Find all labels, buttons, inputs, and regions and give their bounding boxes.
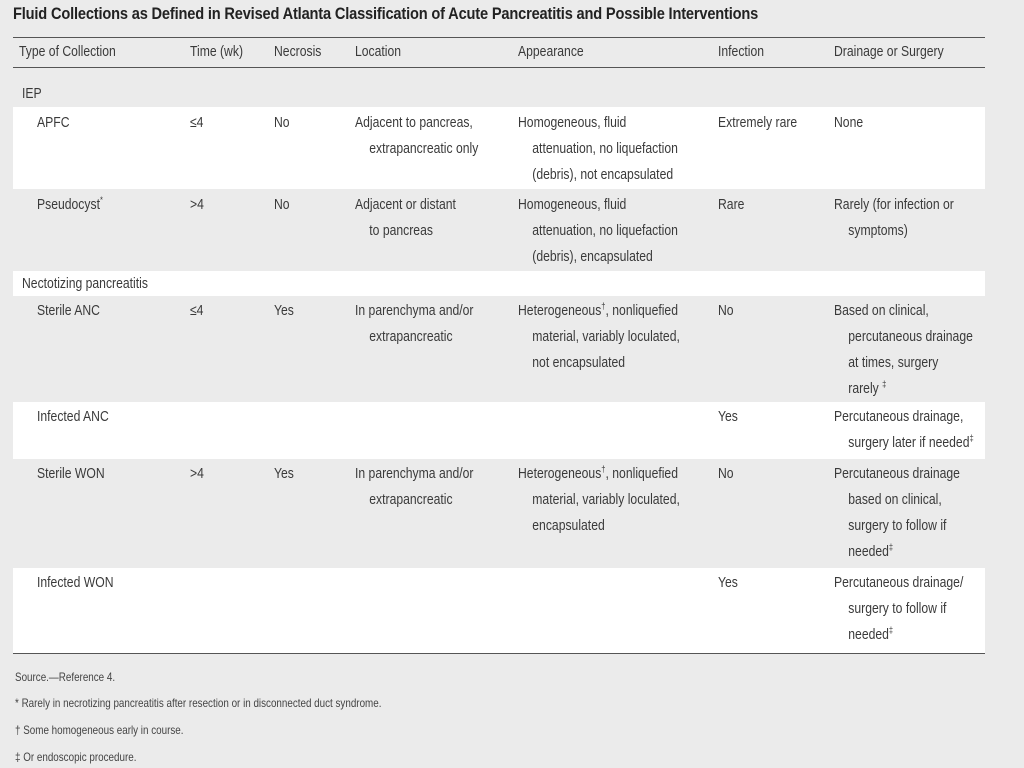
sterile-won-time: >4 [190, 466, 204, 482]
group-label-necrotizing: Nectotizing pancreatitis [22, 276, 148, 292]
rarely-text: rarely [848, 381, 879, 397]
sterile-anc-necrosis: Yes [274, 303, 294, 319]
header-necrosis: Necrosis [274, 44, 322, 60]
header-infection: Infection [718, 44, 765, 60]
surgery-later-text: surgery later if needed [848, 435, 970, 451]
infected-won-collection: Infected WON [37, 575, 114, 591]
group-band-iep [13, 68, 985, 107]
header-rule [13, 67, 985, 68]
header-collection: Type of Collection [19, 44, 116, 60]
apfc-location-line: extrapancreatic only [369, 141, 479, 157]
pseudocyst-infection: Rare [718, 197, 745, 213]
asterisk-mark: * [99, 195, 103, 205]
apfc-time: ≤4 [190, 115, 204, 131]
pseudocyst-appearance-line: attenuation, no liquefaction [532, 223, 678, 239]
sterile-anc-drainage-line [834, 376, 973, 402]
pseudocyst-appearance-line: (debris), encapsulated [532, 249, 653, 265]
pseudocyst-location [355, 192, 456, 244]
footnote-dagger: † Some homogeneous early in course. [15, 723, 184, 737]
sterile-won-appearance-line: encapsulated [532, 518, 605, 534]
table-title: Fluid Collections as Defined in Revised Atlanta Classification of Acute Pancreatitis and Possible Interventions [13, 4, 759, 23]
header-time: Time (wk) [190, 44, 243, 60]
sterile-anc-drainage-line: at times, surgery [848, 355, 939, 371]
pseudocyst-location-line: to pancreas [369, 223, 433, 239]
sterile-anc-appearance-line: not encapsulated [532, 355, 626, 371]
heterogeneous-rest: , nonliquefied [605, 303, 678, 319]
pseudocyst-drainage-line: symptoms) [848, 223, 908, 239]
pseudocyst-collection-text: Pseudocyst [37, 197, 100, 213]
double-dagger-mark: ‡ [888, 625, 894, 635]
pseudocyst-collection [37, 192, 103, 218]
infected-anc-drainage-line [834, 430, 974, 456]
infected-anc-drainage [834, 404, 974, 456]
infected-won-drainage-line: Percutaneous drainage/ [834, 575, 964, 591]
apfc-appearance-line: attenuation, no liquefaction [532, 141, 678, 157]
pseudocyst-drainage-line: Rarely (for infection or [834, 197, 954, 213]
needed-text: needed [848, 627, 889, 643]
apfc-appearance-line: Homogeneous, fluid [518, 115, 627, 131]
infected-won-infection: Yes [718, 575, 738, 591]
apfc-location [355, 110, 478, 162]
heterogeneous-text: Heterogeneous [518, 303, 602, 319]
pseudocyst-necrosis: No [274, 197, 290, 213]
sterile-won-infection: No [718, 466, 734, 482]
apfc-location-line: Adjacent to pancreas, [355, 115, 473, 131]
apfc-infection: Extremely rare [718, 115, 798, 131]
header-drainage: Drainage or Surgery [834, 44, 944, 60]
pseudocyst-appearance [518, 192, 678, 270]
sterile-won-appearance-line [518, 461, 680, 487]
infected-won-drainage-line [834, 622, 963, 648]
footnote-source: Source.—Reference 4. [15, 670, 116, 684]
header-location: Location [355, 44, 402, 60]
pseudocyst-location-line: Adjacent or distant [355, 197, 456, 213]
infected-anc-infection: Yes [718, 409, 738, 425]
apfc-necrosis: No [274, 115, 290, 131]
header-appearance: Appearance [518, 44, 584, 60]
bottom-rule [13, 653, 985, 654]
sterile-anc-drainage-line: percutaneous drainage [848, 329, 973, 345]
sterile-won-location-line: In parenchyma and/or [355, 466, 474, 482]
group-band-necrotizing [13, 271, 985, 296]
apfc-collection: APFC [37, 115, 70, 131]
sterile-won-drainage-line: Percutaneous drainage [834, 466, 960, 482]
pseudocyst-time: >4 [190, 197, 204, 213]
sterile-anc-location-line: extrapancreatic [369, 329, 453, 345]
sterile-won-appearance-line: material, variably loculated, [532, 492, 680, 508]
sterile-anc-appearance-line [518, 298, 680, 324]
sterile-anc-collection: Sterile ANC [37, 303, 100, 319]
double-dagger-mark: ‡ [888, 542, 894, 552]
infected-won-drainage-line: surgery to follow if [848, 601, 947, 617]
sterile-anc-appearance-line: material, variably loculated, [532, 329, 680, 345]
sterile-anc-drainage-line: Based on clinical, [834, 303, 929, 319]
double-dagger-mark: ‡ [969, 433, 974, 443]
sterile-won-location-line: extrapancreatic [369, 492, 453, 508]
sterile-won-appearance [518, 461, 680, 539]
apfc-appearance-line: (debris), not encapsulated [532, 167, 674, 183]
pseudocyst-drainage [834, 192, 954, 244]
heterogeneous-text: Heterogeneous [518, 466, 602, 482]
sterile-won-drainage-line [834, 539, 960, 565]
sterile-anc-drainage [834, 298, 973, 402]
pseudocyst-appearance-line: Homogeneous, fluid [518, 197, 627, 213]
infected-won-drainage [834, 570, 963, 648]
apfc-appearance [518, 110, 678, 188]
infected-anc-collection: Infected ANC [37, 409, 109, 425]
footnote-double-dagger: ‡ Or endoscopic procedure. [15, 750, 137, 764]
sterile-anc-location-line: In parenchyma and/or [355, 303, 474, 319]
apfc-drainage: None [834, 115, 864, 131]
sterile-won-location [355, 461, 473, 513]
group-label-iep: IEP [22, 86, 42, 102]
sterile-won-drainage [834, 461, 960, 565]
sterile-anc-location [355, 298, 473, 350]
double-dagger-mark: ‡ [882, 379, 887, 389]
sterile-won-drainage-line: surgery to follow if [848, 518, 947, 534]
dagger-mark: † [601, 464, 606, 474]
sterile-anc-appearance [518, 298, 680, 376]
top-rule [13, 37, 985, 38]
needed-text: needed [848, 544, 889, 560]
dagger-mark: † [601, 301, 606, 311]
infected-anc-drainage-line: Percutaneous drainage, [834, 409, 964, 425]
sterile-anc-infection: No [718, 303, 734, 319]
footnote-asterisk: * Rarely in necrotizing pancreatitis after resection or in disconnected duct syndrome. [15, 696, 382, 710]
sterile-won-collection: Sterile WON [37, 466, 105, 482]
heterogeneous-rest: , nonliquefied [605, 466, 678, 482]
sterile-won-necrosis: Yes [274, 466, 294, 482]
sterile-won-drainage-line: based on clinical, [848, 492, 942, 508]
sterile-anc-time: ≤4 [190, 303, 204, 319]
